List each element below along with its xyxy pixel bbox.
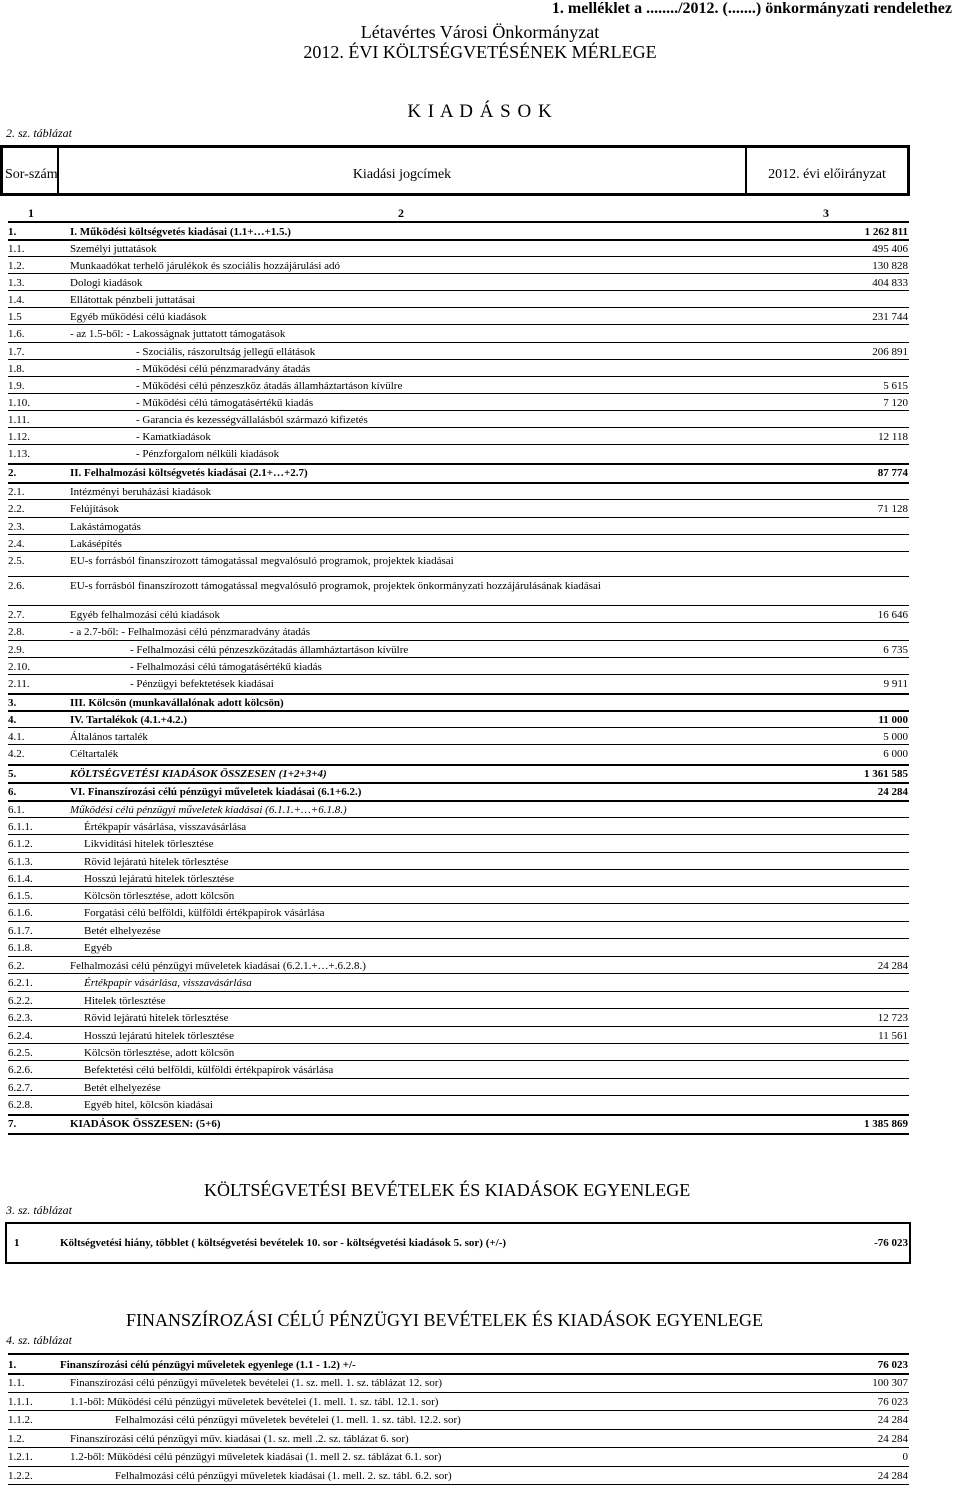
row-number: 1.2.1. bbox=[8, 1451, 33, 1463]
row-label: Felújítások bbox=[70, 503, 119, 515]
row-label: Hitelek törlesztése bbox=[84, 995, 166, 1007]
row-number: 6.2.2. bbox=[8, 995, 33, 1007]
expenditure-row bbox=[8, 768, 908, 782]
row-number: 1.10. bbox=[8, 397, 30, 409]
expenditure-row bbox=[8, 1012, 908, 1026]
expenditure-row bbox=[8, 503, 908, 517]
row-value: 100 307 bbox=[872, 1377, 908, 1389]
row-label: Finanszírozási célú pénzügyi műveletek bevételei (1. sz. mell. 1. sz. táblázat 12. sor) bbox=[70, 1377, 443, 1389]
row-label: Likviditási hitelek törlesztése bbox=[84, 838, 214, 850]
row-value: 76 023 bbox=[877, 1396, 908, 1408]
row-value: 1 385 869 bbox=[864, 1118, 908, 1130]
expenditure-row bbox=[8, 661, 908, 675]
row-divider bbox=[8, 427, 909, 428]
table3-row-text: Költségvetési hiány, többlet ( költségvetési bevételek 10. sor - költségvetési kiadások 5. sor) (+/-) bbox=[60, 1237, 507, 1249]
expenditure-row bbox=[8, 328, 908, 342]
expenditure-row bbox=[8, 1118, 908, 1132]
expenditure-row bbox=[8, 856, 908, 870]
row-label: II. Felhalmozási költségvetés kiadásai (2.1+…+2.7) bbox=[70, 467, 308, 479]
expenditure-row bbox=[8, 1099, 908, 1113]
table-header-bottom bbox=[0, 193, 910, 196]
index-row-line bbox=[8, 221, 909, 223]
row-label: Forgatási célú belföldi, külföldi értékpapírok vásárlása bbox=[84, 907, 325, 919]
expenditure-row bbox=[8, 748, 908, 762]
row-label: Dologi kiadások bbox=[70, 277, 143, 289]
row-label: 1.2-ből: Működési célú pénzügyi műveletek kiadásai (1. mell 2. sz. táblázat 6.1. sor) bbox=[70, 1451, 442, 1463]
row-divider bbox=[8, 938, 909, 939]
expenditure-row bbox=[8, 346, 908, 360]
row-divider bbox=[8, 921, 909, 922]
row-divider bbox=[8, 991, 909, 992]
row-label: Felhalmozási célú pénzügyi műveletek bevételei (1. mell. 1. sz. tábl. 12.2. sor) bbox=[115, 1414, 461, 1426]
financing-row bbox=[8, 1451, 908, 1465]
row-divider bbox=[8, 551, 909, 552]
row-number: 6.1.4. bbox=[8, 873, 33, 885]
row-label: Finanszírozási célú pénzügyi műv. kiadásai (1. sz. mell .2. sz. táblázat 6. sor) bbox=[70, 1433, 409, 1445]
col-index-1: 1 bbox=[28, 206, 34, 220]
section-title: K I A D Á S O K bbox=[407, 101, 553, 122]
row-divider bbox=[8, 1060, 909, 1061]
row-value: 71 128 bbox=[877, 503, 908, 515]
row-label: Egyéb bbox=[84, 942, 113, 954]
row-label: Egyéb hitel, kölcsön kiadásai bbox=[84, 1099, 213, 1111]
row-label: Egyéb felhalmozási célú kiadások bbox=[70, 609, 220, 621]
row-divider bbox=[8, 307, 909, 308]
table-border-left bbox=[0, 145, 3, 195]
row-number: 6.2.4. bbox=[8, 1030, 33, 1042]
expenditure-row bbox=[8, 838, 908, 852]
col-header-eloiranyzat: 2012. évi előirányzat bbox=[768, 167, 886, 182]
row-divider bbox=[8, 869, 909, 870]
row-label: III. Kölcsön (munkavállalónak adott kölcsön) bbox=[70, 697, 284, 709]
row-label: KIADÁSOK ÖSSZESEN: (5+6) bbox=[70, 1118, 221, 1130]
expenditure-row bbox=[8, 714, 908, 728]
expenditure-row bbox=[8, 467, 908, 481]
row-divider bbox=[8, 605, 909, 606]
row-value: 231 744 bbox=[872, 311, 908, 323]
row-number: 1.8. bbox=[8, 363, 25, 375]
row-label: Betét elhelyezése bbox=[84, 925, 161, 937]
row-divider bbox=[8, 973, 909, 974]
row-label: Munkaadókat terhelő járulékok és szociális hozzájárulási adó bbox=[70, 260, 341, 272]
financing-row bbox=[8, 1359, 908, 1373]
table3-row-value: -76 023 bbox=[874, 1237, 908, 1249]
row-value: 24 284 bbox=[877, 1433, 908, 1445]
row-number: 1.4. bbox=[8, 294, 25, 306]
table3-label: 3. sz. táblázat bbox=[6, 1203, 73, 1217]
row-number: 7. bbox=[8, 1118, 17, 1130]
row-number: 4. bbox=[8, 714, 17, 726]
row-number: 5. bbox=[8, 768, 17, 780]
financing-row bbox=[8, 1414, 908, 1428]
row-label: Személyi juttatások bbox=[70, 243, 157, 255]
expenditure-row bbox=[8, 731, 908, 745]
expenditure-row bbox=[8, 977, 908, 991]
row-divider bbox=[8, 393, 909, 394]
row-divider bbox=[8, 290, 909, 291]
row-label: Kölcsön törlesztése, adott kölcsön bbox=[84, 1047, 235, 1059]
col-index-2: 2 bbox=[398, 206, 404, 220]
row-divider bbox=[8, 710, 909, 712]
row-number: 1. bbox=[8, 1359, 17, 1371]
row-number: 2.3. bbox=[8, 521, 25, 533]
row-number: 4.2. bbox=[8, 748, 25, 760]
expenditure-row bbox=[8, 942, 908, 956]
row-value: 16 646 bbox=[877, 609, 908, 621]
row-label: IV. Tartalékok (4.1.+4.2.) bbox=[70, 714, 187, 726]
expenditure-row bbox=[8, 890, 908, 904]
row-number: 6.1.5. bbox=[8, 890, 33, 902]
expenditure-row bbox=[8, 873, 908, 887]
annex-note: 1. melléklet a ......../2012. (.......) önkormányzati rendelethez bbox=[551, 0, 952, 17]
row-number: 6.2.5. bbox=[8, 1047, 33, 1059]
row-label: Lakástámogatás bbox=[70, 521, 141, 533]
row-divider bbox=[8, 1095, 909, 1096]
row-value: 5 615 bbox=[883, 380, 908, 392]
row-value: 11 561 bbox=[878, 1030, 908, 1042]
expenditure-row bbox=[8, 363, 908, 377]
row-label: Felhalmozási célú pénzügyi műveletek kiadásai (1. mell. 2. sz. tábl. 6.2. sor) bbox=[115, 1470, 452, 1482]
row-number: 1.2. bbox=[8, 1433, 25, 1445]
row-divider bbox=[8, 376, 909, 377]
row-label: Ellátottak pénzbeli juttatásai bbox=[70, 294, 196, 306]
financing-row bbox=[8, 1470, 908, 1484]
row-divider bbox=[8, 1484, 909, 1485]
row-number: 1.1.2. bbox=[8, 1414, 33, 1426]
row-value: 24 284 bbox=[877, 786, 908, 798]
row-label: - Garancia és kezességvállalásból származó kifizetés bbox=[136, 414, 368, 426]
row-number: 6.1.7. bbox=[8, 925, 33, 937]
row-number: 6.2.1. bbox=[8, 977, 33, 989]
table3-row-num: 1 bbox=[14, 1237, 20, 1249]
row-value: 24 284 bbox=[877, 1470, 908, 1482]
row-divider bbox=[8, 517, 909, 518]
expenditure-row bbox=[8, 907, 908, 921]
table4-top-line bbox=[8, 1353, 909, 1355]
row-label: Befektetési célú belföldi, külföldi értékpapírok vásárlása bbox=[84, 1064, 334, 1076]
row-number: 1.5 bbox=[8, 311, 22, 323]
expenditure-row bbox=[8, 380, 908, 394]
row-divider bbox=[8, 239, 909, 241]
financing-row bbox=[8, 1433, 908, 1447]
expenditure-row bbox=[8, 1047, 908, 1061]
row-number: 6.1.8. bbox=[8, 942, 33, 954]
expenditure-row bbox=[8, 521, 908, 535]
expenditure-row bbox=[8, 260, 908, 274]
row-number: 1.12. bbox=[8, 431, 30, 443]
row-number: 2.9. bbox=[8, 644, 25, 656]
row-divider bbox=[8, 903, 909, 904]
expenditure-row bbox=[8, 821, 908, 835]
row-number: 2.10. bbox=[8, 661, 30, 673]
row-divider bbox=[8, 463, 909, 465]
row-divider bbox=[8, 1447, 909, 1448]
row-divider bbox=[8, 576, 909, 577]
row-divider bbox=[8, 852, 909, 853]
row-number: 2.5. bbox=[8, 555, 25, 567]
table-border-right bbox=[907, 145, 910, 195]
expenditure-row bbox=[8, 786, 908, 800]
row-label: Finanszírozási célú pénzügyi műveletek egyenlege (1.1 - 1.2) +/- bbox=[60, 1359, 356, 1371]
row-number: 1.11. bbox=[8, 414, 30, 426]
expenditure-row bbox=[8, 226, 908, 240]
expenditure-row bbox=[8, 397, 908, 411]
expenditure-row bbox=[8, 1064, 908, 1078]
row-divider bbox=[8, 764, 909, 766]
row-label: Intézményi beruházási kiadások bbox=[70, 486, 212, 498]
row-number: 6.1.3. bbox=[8, 856, 33, 868]
row-label: - Működési célú pénzmaradvány átadás bbox=[136, 363, 311, 375]
row-divider bbox=[8, 727, 909, 728]
row-number: 2.6. bbox=[8, 580, 25, 592]
row-divider bbox=[8, 444, 909, 445]
row-label: - Pénzforgalom nélküli kiadások bbox=[136, 448, 280, 460]
col-header-jogcim: Kiadási jogcímek bbox=[352, 167, 452, 182]
row-label: Felhalmozási célú pénzügyi műveletek kiadásai (6.2.1.+…+.6.2.8.) bbox=[70, 960, 366, 972]
row-value: 206 891 bbox=[872, 346, 908, 358]
expenditure-row bbox=[8, 580, 908, 594]
row-divider bbox=[8, 657, 909, 658]
row-number: 6.2.8. bbox=[8, 1099, 33, 1111]
row-value: 76 023 bbox=[877, 1359, 908, 1371]
row-number: 6.2. bbox=[8, 960, 25, 972]
row-divider bbox=[8, 1043, 909, 1044]
row-number: 4.1. bbox=[8, 731, 25, 743]
row-divider bbox=[8, 817, 909, 818]
row-divider bbox=[8, 359, 909, 360]
row-divider bbox=[8, 1466, 909, 1467]
row-label: - Pénzügyi befektetések kiadásai bbox=[130, 678, 274, 690]
row-number: 2.2. bbox=[8, 503, 25, 515]
table4-title: FINANSZÍROZÁSI CÉLÚ PÉNZÜGYI BEVÉTELEK ÉS KIADÁSOK EGYENLEGE bbox=[126, 1310, 763, 1330]
row-number: 2.8. bbox=[8, 626, 25, 638]
row-divider bbox=[8, 534, 909, 535]
row-number: 2.7. bbox=[8, 609, 25, 621]
row-label: Kölcsön törlesztése, adott kölcsön bbox=[84, 890, 235, 902]
row-number: 1.1.1. bbox=[8, 1396, 33, 1408]
row-label: - a 2.7-ből: - Felhalmozási célú pénzmaradvány átadás bbox=[70, 626, 311, 638]
row-value: 495 406 bbox=[872, 243, 908, 255]
expenditure-row bbox=[8, 804, 908, 818]
row-divider bbox=[8, 1114, 909, 1116]
row-label: Betét elhelyezése bbox=[84, 1082, 161, 1094]
row-divider bbox=[8, 1392, 909, 1393]
row-label: Egyéb működési célú kiadások bbox=[70, 311, 207, 323]
row-divider bbox=[8, 410, 909, 411]
expenditure-row bbox=[8, 311, 908, 325]
row-label: - Működési célú támogatásértékű kiadás bbox=[136, 397, 314, 409]
expenditure-row bbox=[8, 644, 908, 658]
row-number: 1.2. bbox=[8, 260, 25, 272]
expenditure-row bbox=[8, 925, 908, 939]
row-value: 24 284 bbox=[877, 1414, 908, 1426]
row-label: Rövid lejáratú hitelek törlesztése bbox=[84, 856, 229, 868]
row-number: 6.2.3. bbox=[8, 1012, 33, 1024]
row-divider bbox=[8, 800, 909, 802]
row-divider bbox=[8, 273, 909, 274]
row-label: VI. Finanszírozási célú pénzügyi műveletek kiadásai (6.1+6.2.) bbox=[70, 786, 362, 798]
row-divider bbox=[8, 1133, 909, 1135]
row-label: Általános tartalék bbox=[70, 731, 148, 743]
row-divider bbox=[8, 342, 909, 343]
row-number: 6.1.6. bbox=[8, 907, 33, 919]
row-number: 1.1. bbox=[8, 1377, 25, 1389]
row-divider bbox=[8, 1026, 909, 1027]
expenditure-row bbox=[8, 960, 908, 974]
row-number: 6.2.7. bbox=[8, 1082, 33, 1094]
row-label: EU-s forrásból finanszírozott támogatással megvalósuló programok, projektek önkormányzati hozzájárulásának kiadásai bbox=[70, 580, 601, 592]
row-divider bbox=[8, 693, 909, 695]
row-value: 7 120 bbox=[883, 397, 908, 409]
row-label: Lakásépítés bbox=[70, 538, 122, 550]
expenditure-row bbox=[8, 678, 908, 692]
row-value: 24 284 bbox=[877, 960, 908, 972]
row-value: 5 000 bbox=[883, 731, 908, 743]
expenditure-row bbox=[8, 697, 908, 711]
row-divider bbox=[8, 482, 909, 484]
row-number: 2.1. bbox=[8, 486, 25, 498]
row-label: - Felhalmozási célú támogatásértékű kiadás bbox=[130, 661, 322, 673]
expenditure-row bbox=[8, 1082, 908, 1096]
row-value: 1 262 811 bbox=[864, 226, 908, 238]
row-label: Hosszú lejáratú hitelek törlesztése bbox=[84, 873, 234, 885]
expenditure-row bbox=[8, 538, 908, 552]
row-number: 1.13. bbox=[8, 448, 30, 460]
row-divider bbox=[8, 1078, 909, 1079]
row-label: Működési célú pénzügyi műveletek kiadásai (6.1.1.+…+6.1.8.) bbox=[70, 804, 347, 816]
financing-row bbox=[8, 1396, 908, 1410]
expenditure-row bbox=[8, 294, 908, 308]
row-value: 130 828 bbox=[872, 260, 908, 272]
expenditure-row bbox=[8, 626, 908, 640]
table3-title: KÖLTSÉGVETÉSI BEVÉTELEK ÉS KIADÁSOK EGYENLEGE bbox=[204, 1180, 691, 1200]
row-value: 11 000 bbox=[878, 714, 908, 726]
organization-name: Létavértes Városi Önkormányzat bbox=[360, 22, 600, 42]
row-number: 1. bbox=[8, 226, 17, 238]
col-index-3: 3 bbox=[823, 206, 829, 220]
row-label: I. Működési költségvetés kiadásai (1.1+…+1.5.) bbox=[70, 226, 291, 238]
row-divider bbox=[8, 782, 909, 784]
row-label: 1.1-ből: Működési célú pénzügyi műveletek bevételei (1. mell. 1. sz. tábl. 12.1. sor) bbox=[70, 1396, 439, 1408]
table-border-top bbox=[0, 145, 910, 148]
expenditure-row bbox=[8, 609, 908, 623]
row-value: 404 833 bbox=[872, 277, 908, 289]
row-divider bbox=[8, 886, 909, 887]
row-label: Értékpapír vásárlása, visszavásárlása bbox=[84, 977, 252, 989]
row-number: 6.2.6. bbox=[8, 1064, 33, 1076]
row-number: 1.9. bbox=[8, 380, 25, 392]
row-number: 3. bbox=[8, 697, 17, 709]
row-divider bbox=[8, 1410, 909, 1411]
row-label: - Szociális, rászorultság jellegű ellátások bbox=[136, 346, 316, 358]
expenditure-row bbox=[8, 431, 908, 445]
row-value: 6 735 bbox=[883, 644, 908, 656]
row-number: 1.2.2. bbox=[8, 1470, 33, 1482]
row-divider bbox=[8, 640, 909, 641]
col-header-sorszam: Sor-szám bbox=[5, 167, 58, 182]
row-number: 6.1.1. bbox=[8, 821, 33, 833]
row-value: 1 361 585 bbox=[864, 768, 908, 780]
row-label: - Működési célú pénzeszköz átadás államháztartáson kívülre bbox=[136, 380, 403, 392]
row-number: 1.3. bbox=[8, 277, 25, 289]
row-divider bbox=[8, 499, 909, 500]
row-value: 87 774 bbox=[877, 467, 908, 479]
expenditure-row bbox=[8, 1030, 908, 1044]
row-number: 2.4. bbox=[8, 538, 25, 550]
row-number: 1.1. bbox=[8, 243, 25, 255]
document-title: 2012. ÉVI KÖLTSÉGVETÉSÉNEK MÉRLEGE bbox=[303, 42, 657, 62]
row-divider bbox=[8, 744, 909, 745]
row-label: KÖLTSÉGVETÉSI KIADÁSOK ÖSSZESEN (1+2+3+4) bbox=[70, 768, 327, 780]
row-number: 6. bbox=[8, 786, 17, 798]
expenditure-row bbox=[8, 486, 908, 500]
row-number: 1.7. bbox=[8, 346, 25, 358]
row-number: 6.1. bbox=[8, 804, 25, 816]
row-divider bbox=[8, 256, 909, 257]
row-label: Céltartalék bbox=[70, 748, 119, 760]
expenditure-row bbox=[8, 277, 908, 291]
row-divider bbox=[8, 674, 909, 675]
table2-label: 2. sz. táblázat bbox=[6, 126, 73, 140]
row-value: 0 bbox=[902, 1451, 908, 1463]
expenditure-row bbox=[8, 995, 908, 1009]
row-value: 9 911 bbox=[883, 678, 908, 690]
table4-label: 4. sz. táblázat bbox=[6, 1333, 73, 1347]
row-label: - az 1.5-ből: - Lakosságnak juttatott támogatások bbox=[70, 328, 286, 340]
row-label: Hosszú lejáratú hitelek törlesztése bbox=[84, 1030, 234, 1042]
row-divider bbox=[8, 1008, 909, 1009]
row-divider bbox=[8, 1373, 909, 1375]
row-label: EU-s forrásból finanszírozott támogatással megvalósuló programok, projektek kiadásai bbox=[70, 555, 454, 567]
row-value: 12 723 bbox=[877, 1012, 908, 1024]
row-number: 6.1.2. bbox=[8, 838, 33, 850]
expenditure-row bbox=[8, 555, 908, 569]
row-divider bbox=[8, 1429, 909, 1430]
financing-row bbox=[8, 1377, 908, 1391]
row-label: Rövid lejáratú hitelek törlesztése bbox=[84, 1012, 229, 1024]
row-divider bbox=[8, 622, 909, 623]
expenditure-row bbox=[8, 414, 908, 428]
expenditure-row bbox=[8, 448, 908, 462]
row-label: - Felhalmozási célú pénzeszközátadás államháztartáson kívülre bbox=[130, 644, 409, 656]
row-divider bbox=[8, 324, 909, 325]
row-divider bbox=[8, 956, 909, 957]
row-number: 2.11. bbox=[8, 678, 30, 690]
row-label: - Kamatkiadások bbox=[136, 431, 211, 443]
expenditure-row bbox=[8, 243, 908, 257]
row-number: 1.6. bbox=[8, 328, 25, 340]
row-divider bbox=[8, 834, 909, 835]
row-value: 6 000 bbox=[883, 748, 908, 760]
row-number: 2. bbox=[8, 467, 17, 479]
row-value: 12 118 bbox=[878, 431, 908, 443]
row-label: Értékpapír vásárlása, visszavásárlása bbox=[84, 821, 247, 833]
